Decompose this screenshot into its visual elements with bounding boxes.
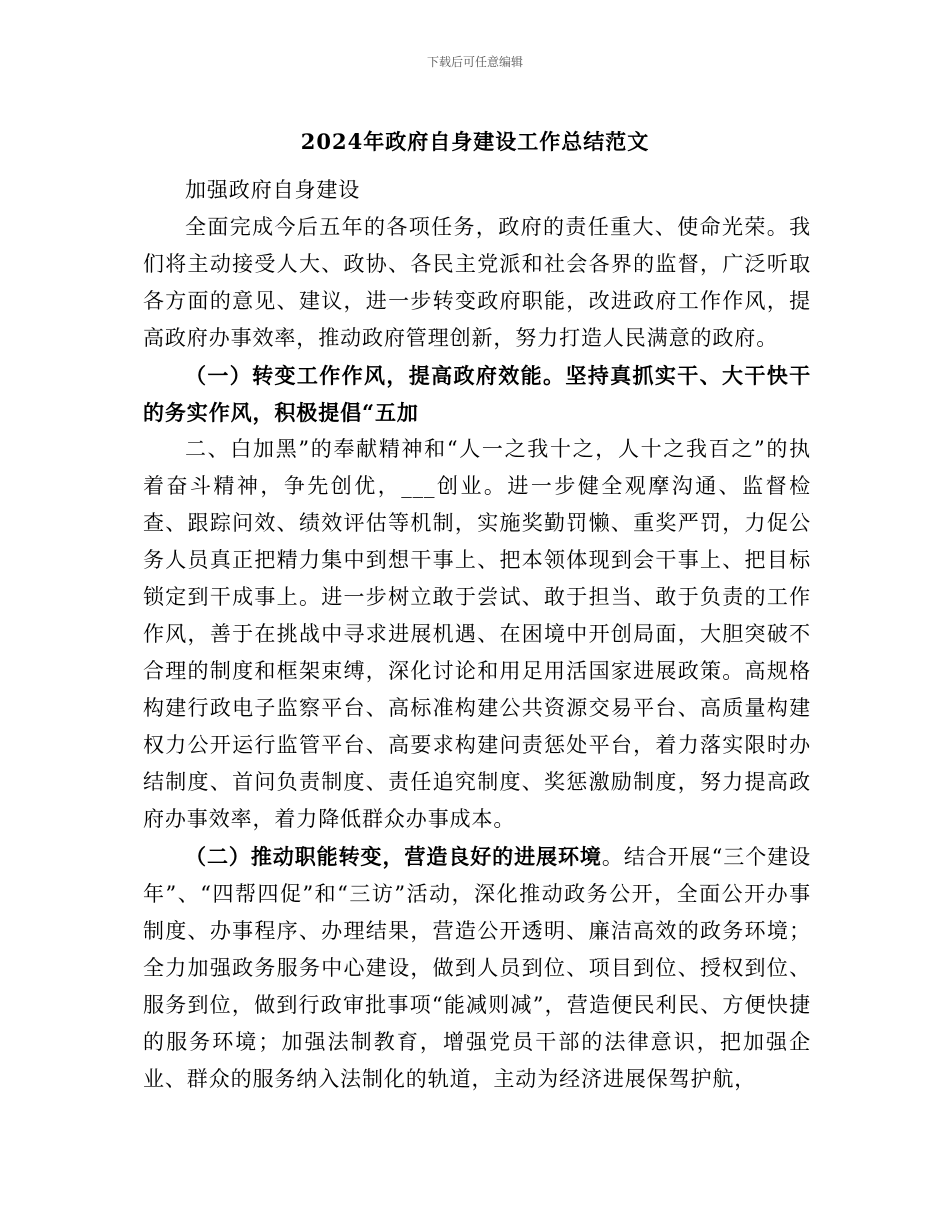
- paragraph-4: 二、白加黑”的奉献精神和“人一之我十之，人十之我百之”的执着奋斗精神，争先创优，___创业。进一步健全观摩沟通、监督检查、跟踪问效、绩效评估等机制，实施奖勤罚懒、重奖严罚，力促公务人员真正把精力集中到想干事上、把本领体现到会干事上、把目标锁定到干成事上。进一步树立敢于尝试、敢于担当、敢于负责的工作作风，善于在挑战中寻求进展机遇、在困境中开创局面，大胆突破不合理的制度和框架束缚，深化讨论和用足用活国家进展政策。高规格构建行政电子监察平台、高标准构建公共资源交易平台、高质量构建权力公开运行监管平台、高要求构建问责惩处平台，着力落实限时办结制度、首问负责制度、责任追究制度、奖惩激励制度，努力提高政府办事效率，着力降低群众办事成本。: [143, 437, 811, 831]
- paragraph-5-heading: （二）推动职能转变，营造良好的进展环境: [185, 844, 602, 869]
- paragraph-2: 全面完成今后五年的各项任务，政府的责任重大、使命光荣。我们将主动接受人大、政协、各民主党派和社会各界的监督，广泛听取各方面的意见、建议，进一步转变政府职能，改进政府工作作风，提高政府办事效率，推动政府管理创新，努力打造人民满意的政府。: [143, 215, 811, 350]
- document-body: [143, 172, 811, 1098]
- paragraph-3-heading: （一）转变工作作风，提高政府效能。坚持真抓实干、大干快干的务实作风，积极提倡“五加: [143, 363, 811, 425]
- page-header: 下载后可任意编辑: [426, 55, 523, 69]
- paragraph-5: [143, 838, 811, 1098]
- paragraph-5-text: 。结合开展“三个建设年”、“四帮四促”和“三访”活动，深化推动政务公开，全面公开办事制度、办事程序、办理结果，营造公开透明、廉洁高效的政务环境；全力加强政务服务中心建设，做到人员到位、项目到位、授权到位、服务到位，做到行政审批事项“能减则减”，营造便民利民、方便快捷的服务环境；加强法制教育，增强党员干部的法律意识，把加强企业、群众的服务纳入法制化的轨道，主动为经济进展保驾护航，: [143, 845, 811, 1091]
- document-title: 2024年政府自身建设工作总结范文: [300, 129, 650, 154]
- paragraph-1: 加强政府自身建设: [185, 178, 361, 202]
